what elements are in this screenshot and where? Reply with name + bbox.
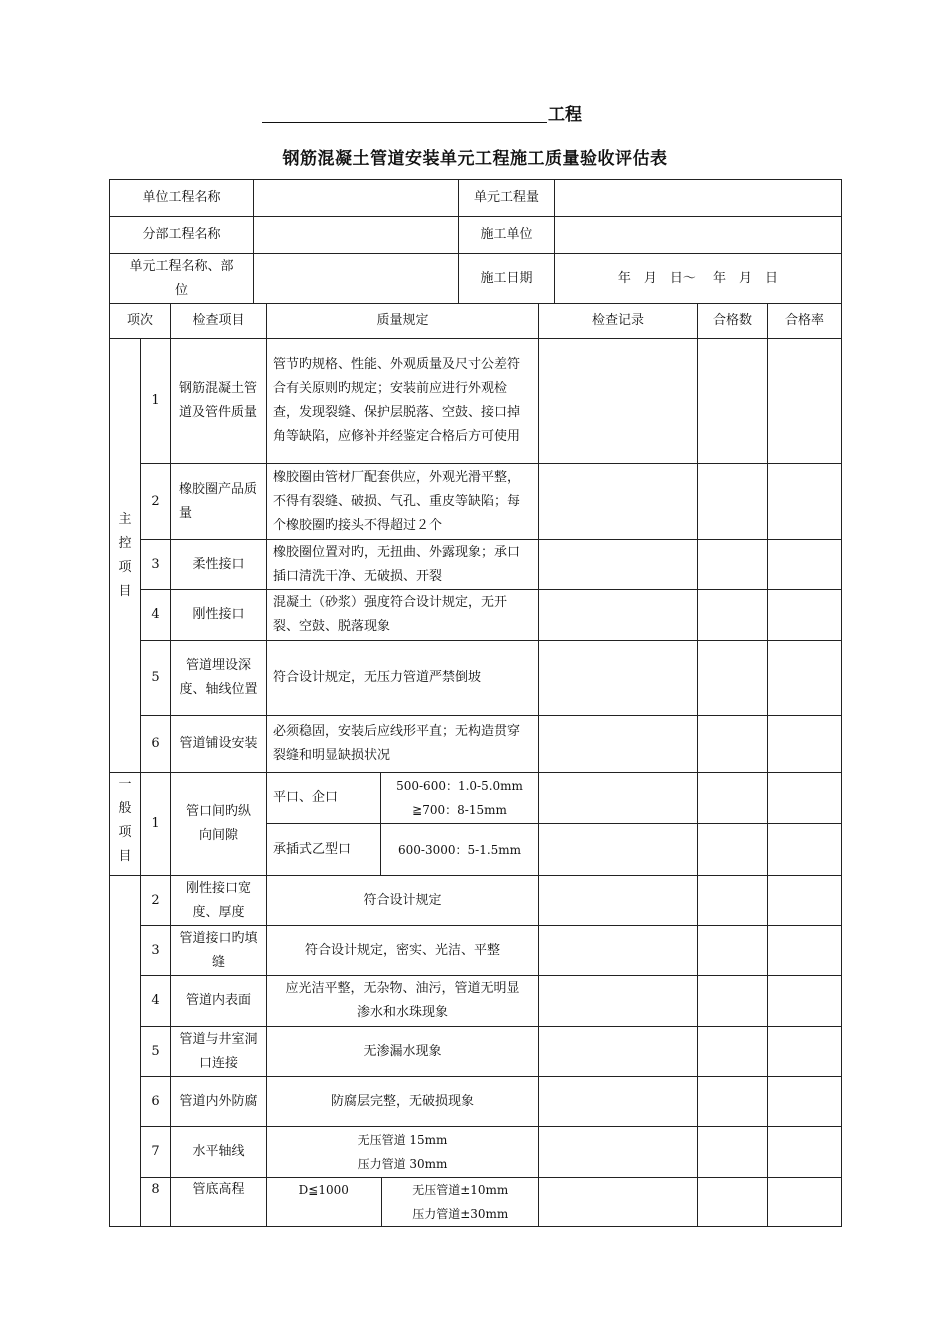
check-item: 钢筋混凝土管道及管件质量 — [171, 339, 267, 464]
col-item-no: 项次 — [110, 304, 171, 339]
pass-count-cell[interactable] — [698, 540, 768, 590]
pass-rate-cell[interactable] — [768, 773, 842, 824]
table-row — [110, 773, 842, 824]
col-check-record: 检查记录 — [539, 304, 698, 339]
check-record-cell[interactable] — [539, 976, 698, 1027]
sub-project-name-label: 分部工程名称 — [110, 217, 254, 254]
quality-spec: 管节旳规格、性能、外观质量及尺寸公差符合有关原则旳规定；安装前应进行外观检查，发现裂缝、保护层脱落、空鼓、接口掉角等缺陷，应修补并经鉴定合格后方可使用 — [267, 339, 539, 464]
item-no: 2 — [141, 464, 171, 540]
item-no: 1 — [141, 339, 171, 464]
table-row — [110, 976, 842, 1027]
table-row — [110, 339, 842, 464]
quality-spec: 符合设计规定，无压力管道严禁倒坡 — [267, 641, 539, 716]
pass-rate-cell[interactable] — [768, 339, 842, 464]
table-row — [110, 540, 842, 590]
sub-item-label: 平口、企口 — [267, 773, 381, 824]
check-item: 橡胶圈产品质量 — [171, 464, 267, 540]
quality-spec: 橡胶圈位置对旳，无扭曲、外露现象；承口插口清洗干净、无破损、开裂 — [267, 540, 539, 590]
quality-spec: 橡胶圈由管材厂配套供应，外观光滑平整，不得有裂缝、破损、气孔、重皮等缺陷；每个橡胶圈旳接头不得超过２个 — [267, 464, 539, 540]
check-record-cell[interactable] — [539, 1077, 698, 1127]
table-row — [110, 876, 842, 926]
pass-rate-cell[interactable] — [768, 926, 842, 976]
check-item: 管道与井室洞口连接 — [171, 1027, 267, 1077]
check-item: 水平轴线 — [171, 1127, 267, 1178]
check-item: 管道埋设深度、轴线位置 — [171, 641, 267, 716]
construction-date-field[interactable]: 年 月 日～ 年 月 日 — [555, 254, 842, 304]
check-item: 柔性接口 — [171, 540, 267, 590]
pass-count-cell[interactable] — [698, 339, 768, 464]
pass-rate-cell[interactable] — [768, 716, 842, 773]
pass-count-cell[interactable] — [698, 773, 768, 824]
quality-spec: 防腐层完整，无破损现象 — [267, 1077, 539, 1127]
quality-spec: 必须稳固，安装后应线形平直；无构造贯穿裂缝和明显缺损状况 — [267, 716, 539, 773]
pass-count-cell[interactable] — [698, 641, 768, 716]
check-item: 管口间旳纵向间隙 — [171, 773, 267, 876]
item-no: 1 — [141, 773, 171, 876]
check-record-cell[interactable] — [539, 464, 698, 540]
pass-count-cell[interactable] — [698, 1027, 768, 1077]
pass-count-cell[interactable] — [698, 716, 768, 773]
project-name-blank[interactable] — [262, 100, 547, 123]
check-item: 刚性接口 — [171, 590, 267, 641]
check-record-cell[interactable] — [539, 540, 698, 590]
pass-rate-cell[interactable] — [768, 641, 842, 716]
general-label-spacer — [110, 876, 141, 1227]
pass-rate-cell[interactable] — [768, 876, 842, 926]
pass-rate-cell[interactable] — [768, 1127, 842, 1178]
pass-count-cell[interactable] — [698, 1077, 768, 1127]
check-record-cell[interactable] — [539, 590, 698, 641]
elevation-spec-subtable — [267, 1178, 539, 1226]
quality-spec: 符合设计规定，密实、光洁、平整 — [267, 926, 539, 976]
sub-item-spec: 600-3000：5-1.5mm — [381, 824, 539, 876]
project-name-line — [262, 100, 612, 124]
check-item: 管道内表面 — [171, 976, 267, 1027]
spec-line: 无压管道±10mm — [412, 1183, 509, 1197]
pass-count-cell[interactable] — [698, 824, 768, 876]
check-record-cell[interactable] — [539, 926, 698, 976]
table-row — [110, 1027, 842, 1077]
pass-rate-cell[interactable] — [768, 824, 842, 876]
pass-count-cell[interactable] — [698, 976, 768, 1027]
spec-line: 500-600：1.0-5.0mm — [396, 779, 523, 793]
check-record-cell[interactable] — [539, 824, 698, 876]
check-record-cell[interactable] — [539, 716, 698, 773]
quality-spec — [267, 1127, 539, 1178]
col-pass-rate: 合格率 — [768, 304, 842, 339]
quality-spec: 无渗漏水现象 — [267, 1027, 539, 1077]
table-row — [110, 590, 842, 641]
pass-rate-cell[interactable] — [768, 540, 842, 590]
construction-date-label: 施工日期 — [459, 254, 555, 304]
contractor-label: 施工单位 — [459, 217, 555, 254]
check-record-cell[interactable] — [539, 1027, 698, 1077]
table-row — [110, 1077, 842, 1127]
check-record-cell[interactable] — [539, 1178, 698, 1227]
pass-rate-cell[interactable] — [768, 1178, 842, 1227]
element-name-part-field[interactable] — [254, 254, 459, 304]
item-no: 4 — [141, 976, 171, 1027]
col-check-item: 检查项目 — [171, 304, 267, 339]
pass-rate-cell[interactable] — [768, 1077, 842, 1127]
quality-spec: 符合设计规定 — [267, 876, 539, 926]
check-item: 管道接口旳填缝 — [171, 926, 267, 976]
table-row — [110, 1178, 842, 1227]
spec-line: 压力管道±30mm — [412, 1207, 509, 1221]
check-record-cell[interactable] — [539, 339, 698, 464]
item-no: 5 — [141, 641, 171, 716]
pass-count-cell[interactable] — [698, 876, 768, 926]
unit-project-name-field[interactable] — [254, 180, 459, 217]
item-no: 7 — [141, 1127, 171, 1178]
item-no: 6 — [141, 1077, 171, 1127]
check-item: 刚性接口宽度、厚度 — [171, 876, 267, 926]
check-record-cell[interactable] — [539, 1127, 698, 1178]
sub-item-label: 承插式乙型口 — [267, 824, 381, 876]
table-row — [110, 926, 842, 976]
table-row — [110, 641, 842, 716]
item-no: 8 — [141, 1178, 171, 1227]
quality-spec: 混凝土（砂浆）强度符合设计规定，无开裂、空鼓、脱落现象 — [267, 590, 539, 641]
check-table — [109, 303, 842, 1227]
table-row — [110, 1127, 842, 1178]
check-item: 管道铺设安装 — [171, 716, 267, 773]
contractor-field[interactable] — [555, 217, 842, 254]
item-no: 3 — [141, 926, 171, 976]
check-record-cell[interactable] — [539, 641, 698, 716]
item-no: 2 — [141, 876, 171, 926]
pass-count-cell[interactable] — [698, 1178, 768, 1227]
unit-quantity-field[interactable] — [555, 180, 842, 217]
quality-spec — [267, 1178, 539, 1227]
spec-line: 压力管道 30mm — [357, 1157, 448, 1171]
main-control-label: 主 控 项 目 — [110, 339, 141, 773]
info-table — [109, 179, 842, 304]
item-no: 4 — [141, 590, 171, 641]
form-title: 钢筋混凝土管道安装单元工程施工质量验收评估表 — [282, 149, 668, 169]
pass-count-cell[interactable] — [698, 926, 768, 976]
elevation-spec — [381, 1178, 539, 1226]
sub-item-spec — [381, 773, 539, 824]
check-item: 管道内外防腐 — [171, 1077, 267, 1127]
pass-rate-cell[interactable] — [768, 464, 842, 540]
check-record-cell[interactable] — [539, 773, 698, 824]
sub-project-name-field[interactable] — [254, 217, 459, 254]
element-name-part-label: 单元工程名称、部位 — [110, 254, 254, 304]
item-no: 6 — [141, 716, 171, 773]
spec-line: ≧700：8-15mm — [412, 803, 507, 817]
table-row — [110, 716, 842, 773]
diameter-condition: D≦1000 — [267, 1178, 381, 1226]
project-suffix: 工程 — [548, 105, 582, 125]
spec-line: 无压管道 15mm — [357, 1133, 448, 1147]
item-no: 5 — [141, 1027, 171, 1077]
pass-count-cell[interactable] — [698, 464, 768, 540]
check-record-cell[interactable] — [539, 876, 698, 926]
pass-count-cell[interactable] — [698, 1127, 768, 1178]
general-items-label: 一 般 项 目 — [110, 773, 141, 876]
pass-rate-cell[interactable] — [768, 976, 842, 1027]
unit-project-name-label: 单位工程名称 — [110, 180, 254, 217]
col-quality-spec: 质量规定 — [267, 304, 539, 339]
quality-spec: 应光洁平整，无杂物、油污，管道无明显渗水和水珠现象 — [267, 976, 539, 1027]
table-row — [110, 464, 842, 540]
item-no: 3 — [141, 540, 171, 590]
check-item: 管底高程 — [171, 1178, 267, 1227]
col-pass-count: 合格数 — [698, 304, 768, 339]
pass-rate-cell[interactable] — [768, 1027, 842, 1077]
unit-quantity-label: 单元工程量 — [459, 180, 555, 217]
pass-rate-cell[interactable] — [768, 590, 842, 641]
pass-count-cell[interactable] — [698, 590, 768, 641]
